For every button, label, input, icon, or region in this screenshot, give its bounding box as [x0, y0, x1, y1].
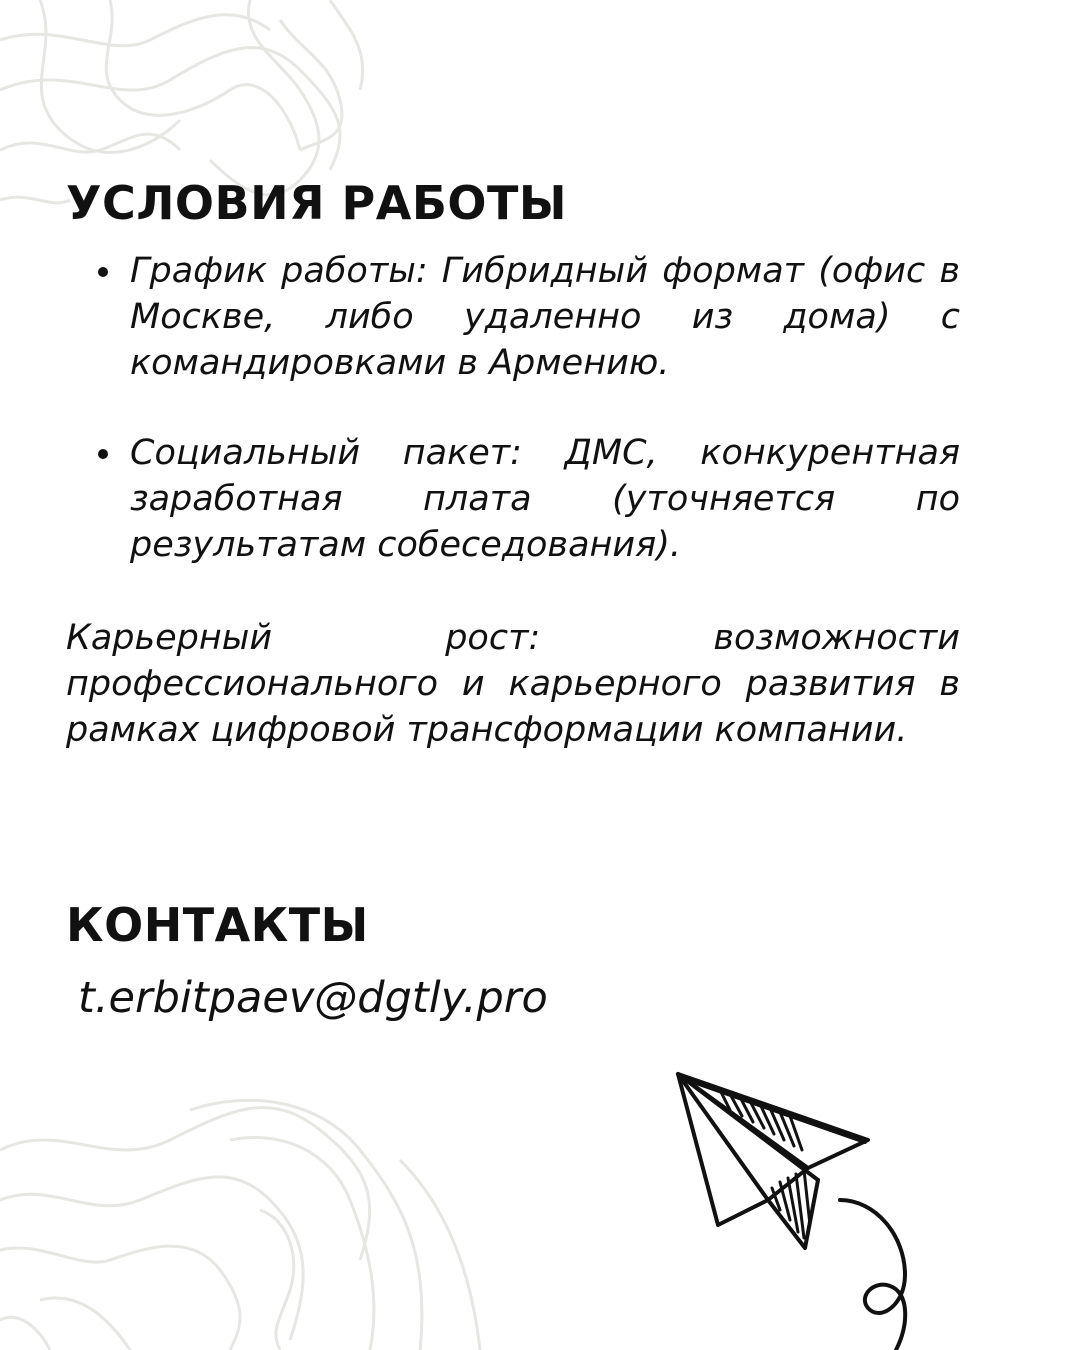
bullet-dot-icon [98, 267, 108, 277]
section-title-conditions: УСЛОВИЯ РАБОТЫ [66, 176, 568, 230]
career-growth-paragraph: Карьерный рост: возможности профессионального и карьерного развития в рамках цифровой трансформации компании. [66, 618, 960, 750]
condition-item-benefits [96, 430, 960, 568]
topographic-lines-top-left [0, 0, 363, 203]
topographic-lines-bottom-left [0, 1100, 480, 1350]
section-title-contacts: КОНТАКТЫ [66, 898, 369, 952]
bullet-dot-icon [98, 449, 108, 459]
contact-email-link[interactable]: t.erbitpaev@dgtly.pro [78, 973, 548, 1023]
condition-item-text: График работы: Гибридный формат (офис в Москве, либо удаленно из дома) с командировками в Армению. [130, 251, 960, 383]
condition-item-text: Социальный пакет: ДМС, конкурентная заработная плата (уточняется по результатам собеседования). [130, 433, 960, 565]
condition-item-schedule [96, 248, 960, 386]
conditions-list [96, 248, 960, 568]
paper-plane-icon [660, 1060, 940, 1350]
